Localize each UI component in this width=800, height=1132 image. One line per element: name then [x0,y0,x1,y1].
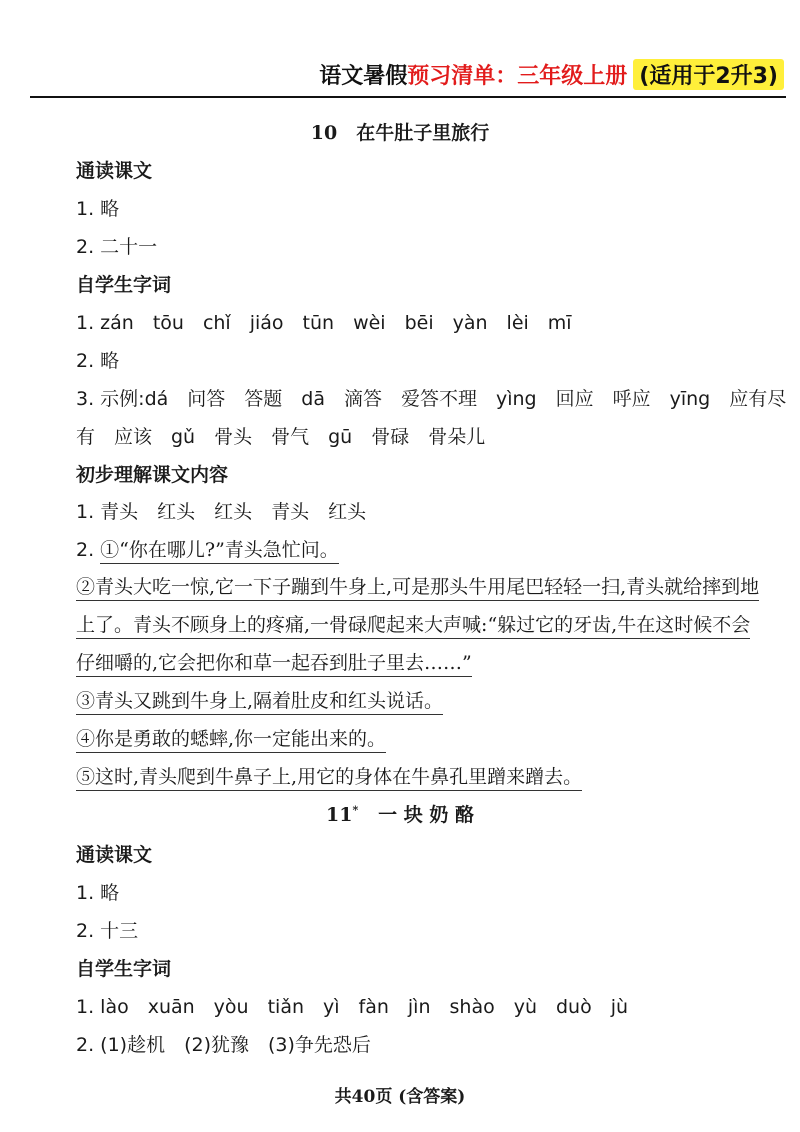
lesson-11-read-answer-2: 2. 十三 [76,920,139,942]
quote-5-text: ⑤这时,青头爬到牛鼻子上,用它的身体在牛鼻孔里蹭来蹭去。 [76,766,582,791]
lesson-10-words-answer-2: 2. 略 [76,350,120,372]
quote-3 [76,686,740,713]
header-title-part1: 语文暑假 [319,63,408,89]
quote-2-line2 [76,610,751,637]
quote-2-line3 [76,648,740,675]
quote-3-text: ③青头又跳到牛身上,隔着肚皮和红头说话。 [76,690,443,715]
quote-2-line2-text: 上了。青头不顾身上的疼痛,一骨碌爬起来大声喊:“躲过它的牙齿,牛在这时候不会 [76,614,750,639]
lesson-10-read-answer-2: 2. 二十一 [76,236,158,258]
lesson-11-section-words: 自学生字词 [76,958,172,980]
lesson-11-star: * [352,803,359,817]
header-title-part2: 预习清单：三年级上册 [407,63,628,89]
quote-5 [76,762,740,789]
quote-1: ①“你在哪儿?”青头急忙问。 [100,539,339,564]
lesson-10-understand-answer-1: 1. 青头 红头 红头 青头 红头 [76,501,367,523]
header-grade-badge: (适用于2升3) [633,59,784,90]
lesson-10-read-answer-1: 1. 略 [76,198,120,220]
lesson-11-name: 一 块 奶 酪 [378,804,474,826]
lesson-10-section-words: 自学生字词 [76,274,172,296]
page-header [319,56,784,92]
quote-4 [76,724,740,751]
lesson-11-title [0,800,800,827]
lesson-11-words-answer-2: 2. (1)趁机 (2)犹豫 (3)争先恐后 [76,1034,371,1056]
page-footer: 共40页 (含答案) [334,1087,466,1107]
lesson-10-title: 10 在牛肚子里旅行 [310,122,490,144]
lesson-11-read-answer-1: 1. 略 [76,882,120,904]
lesson-10-words-answer-1: 1. zán tōu chǐ jiáo tūn wèi bēi yàn lèi mī [76,312,572,334]
quote-2-line1 [76,572,760,599]
quote-2-line1-text: ②青头大吃一惊,它一下子蹦到牛身上,可是那头牛用尾巴轻轻一扫,青头就给摔到地 [76,576,759,601]
lesson-10-section-read: 通读课文 [76,160,153,182]
lesson-11-words-answer-1: 1. lào xuān yòu tiǎn yì fàn jìn shào yù duò jù [76,996,629,1018]
quote-4-text: ④你是勇敢的蟋蟀,你一定能出来的。 [76,728,386,753]
lesson-11-number: 11 [326,804,353,826]
lesson-10-words-answer-3-line1: 3. 示例:dá 问答 答题 dā 滴答 爱答不理 yìng 回应 呼应 yīng 应有尽 [76,388,787,410]
lesson-11-section-read: 通读课文 [76,844,153,866]
lesson-10-words-answer-3-line2: 有 应该 gǔ 骨头 骨气 gū 骨碌 骨朵儿 [76,426,486,448]
header-divider [30,96,786,98]
lesson-10-section-understand: 初步理解课文内容 [76,464,229,486]
quote-2-line3-text: 仔细嚼的,它会把你和草一起吞到肚子里去……” [76,652,472,677]
lesson-10-understand-answer-2 [76,535,740,562]
answer-number: 2. [76,539,101,561]
